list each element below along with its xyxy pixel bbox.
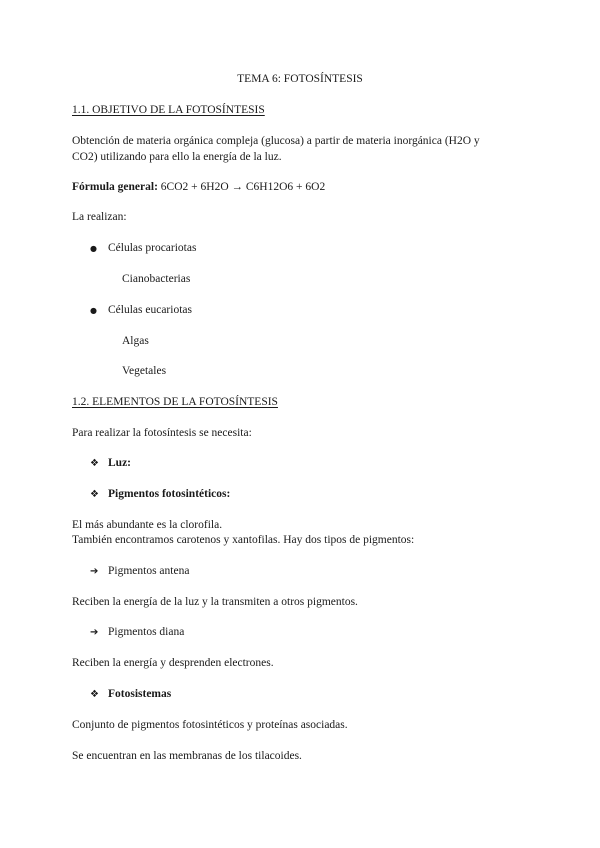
diana-description: Reciben la energía y desprenden electrones. [72,657,274,669]
carotenos-text: También encontramos carotenos y xantofilas. Hay dos tipos de pigmentos: [72,534,415,546]
elementos-intro: Para realizar la fotosíntesis se necesita: [72,427,252,439]
clorofila-text: El más abundante es la clorofila. [72,519,223,531]
objective-text-line-1: Obtención de materia orgánica compleja (glucosa) a partir de materia inorgánica (H2O y [72,135,480,147]
arrow-bullet-icon: ➔ [90,627,99,638]
arrow-bullet-icon: ➔ [90,566,99,577]
bullet-icon: ● [90,244,97,253]
list-item-pigmentos-antena: Pigmentos antena [108,565,190,577]
formula-label: Fórmula general: [72,181,158,193]
document-title: TEMA 6: FOTOSÍNTESIS [237,73,363,85]
general-formula [72,180,325,195]
diamond-bullet-icon: ❖ [90,458,99,469]
list-item-luz: Luz: [108,457,131,469]
objective-text-line-2: CO2) utilizando para ello la energía de la luz. [72,151,282,163]
fotosistemas-description: Conjunto de pigmentos fotosintéticos y proteínas asociadas. [72,719,348,731]
section-heading-elementos: 1.2. ELEMENTOS DE LA FOTOSÍNTESIS [72,396,278,408]
antena-description: Reciben la energía de la luz y la transmiten a otros pigmentos. [72,596,358,608]
list-item-eucariotas: Células eucariotas [108,304,192,316]
bullet-icon: ● [90,306,97,315]
list-subitem-cianobacterias: Cianobacterias [122,273,191,285]
list-item-pigmentos-diana: Pigmentos diana [108,626,185,638]
realizan-label: La realizan: [72,211,127,223]
list-item-procariotas: Células procariotas [108,242,197,254]
diamond-bullet-icon: ❖ [90,689,99,700]
membranas-text: Se encuentran en las membranas de los tilacoides. [72,750,302,762]
list-item-fotosistemas: Fotosistemas [108,688,172,700]
list-item-pigmentos: Pigmentos fotosintéticos: [108,488,231,500]
list-subitem-algas: Algas [122,335,149,347]
formula-text: 6CO2 + 6H2O → C6H12O6 + 6O2 [160,181,326,193]
list-subitem-vegetales: Vegetales [122,365,167,377]
section-heading-objetivo: 1.1. OBJETIVO DE LA FOTOSÍNTESIS [72,104,265,116]
diamond-bullet-icon: ❖ [90,489,99,500]
